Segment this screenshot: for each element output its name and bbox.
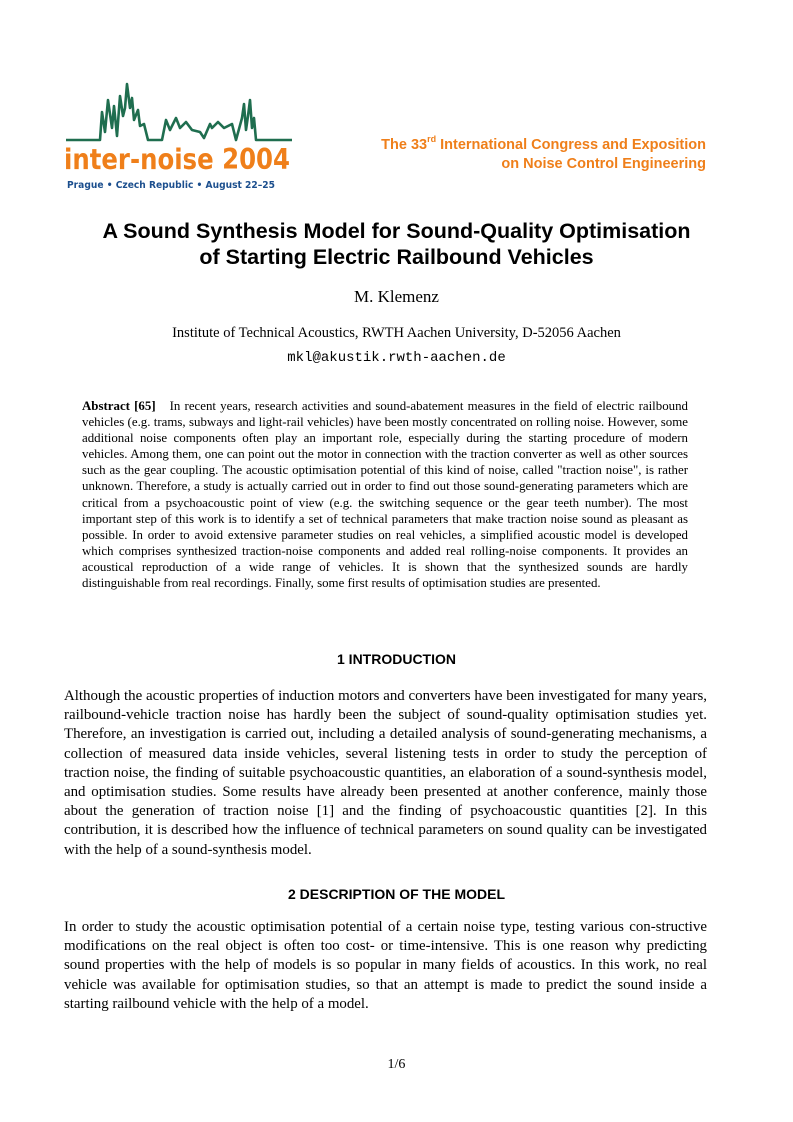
author-email[interactable]: mkl@akustik.rwth-aachen.de <box>287 350 506 366</box>
abstract <box>82 398 688 591</box>
paper-title <box>0 218 793 270</box>
model-paragraph: In order to study the acoustic optimisation potential of a certain noise type, testing various con-structive modifications on the real object is often too cost- or time-intensive. This is one reason why predicting sound properties with the help of models is so popular in many fields of acoustics. In this work, no real vehicle was available for optimisation studies, so that an attempt is made to predict the sound inside a starting railbound vehicle with the help of a model. <box>64 919 707 1012</box>
section-heading-model: 2 DESCRIPTION OF THE MODEL <box>287 886 505 902</box>
conference-title <box>381 136 706 174</box>
logo-wordmark: inter-noise 2004 <box>64 143 290 176</box>
affiliation: Institute of Technical Acoustics, RWTH Aachen University, D-52056 Aachen <box>172 325 621 341</box>
conference-line-1: The 33rd International Congress and Exposition <box>381 134 706 153</box>
author-name: M. Klemenz <box>354 287 439 306</box>
inter-noise-logo <box>62 70 294 194</box>
page-number: 1/6 <box>387 1057 406 1072</box>
title-line-2: of Starting Electric Railbound Vehicles <box>199 245 594 269</box>
logo-tagline: Prague • Czech Republic • August 22–25 <box>67 180 276 191</box>
abstract-label: Abstract [65] <box>82 399 156 413</box>
skyline-signal-icon <box>66 84 292 140</box>
section-heading-introduction: 1 INTRODUCTION <box>337 651 456 667</box>
ordinal-superscript: rd <box>427 134 437 145</box>
conference-line-2: on Noise Control Engineering <box>501 156 706 172</box>
introduction-paragraph: Although the acoustic properties of induction motors and converters have been investigated for many years, railbound-vehicle traction noise has hardly been the subject of sound-quality optimisation studies yet. Therefore, an investigation is carried out, including a detailed analysis of sound-generating mechanisms, a collection of measured data inside vehicles, several listening tests in order to study the perception of traction noise, the finding of suitable psychoacoustic quantities, an elaboration of a sound-synthesis model, and optimisation studies. Some results have already been presented at another conference, mainly those about the generation of traction noise [1] and the finding of psychoacoustic quantities [2]. In this contribution, it is described how the influence of technical parameters on sound quality can be investigated with the help of a sound-synthesis model. <box>64 688 707 858</box>
title-line-1: A Sound Synthesis Model for Sound-Quality Optimisation <box>102 219 691 243</box>
abstract-text: In recent years, research activities and sound-abatement measures in the field of electric railbound vehicles (e.g. trams, subways and light-rail vehicles) have been mostly concentrated on rolling noise. However, some additional noise components often play an important role, especially during the starting procedure of modern vehicles. Among them, one can point out the motor in connection with the traction converter as well as other sources such as the gear coupling. The acoustic optimisation potential of this kind of noise, called "traction noise", is rather unknown. Therefore, a study is actually carried out in order to find out those sound-generating parameters which are critical from a psychoacoustic point of view (e.g. the switching sequence or the gear teeth number). The most important step of this work is to identify a set of technical parameters that make traction noise sound as pleasant as possible. In order to avoid extensive parameter studies on real vehicles, a simplified acoustic model is developed which comprises synthesized traction-noise components and added real rolling-noise components. It provides an acoustical reproduction of a wide range of vehicles. It is shown that the synthesized sounds are hardly distinguishable from real recordings. Finally, some first results of optimisation studies are presented. <box>82 399 688 591</box>
